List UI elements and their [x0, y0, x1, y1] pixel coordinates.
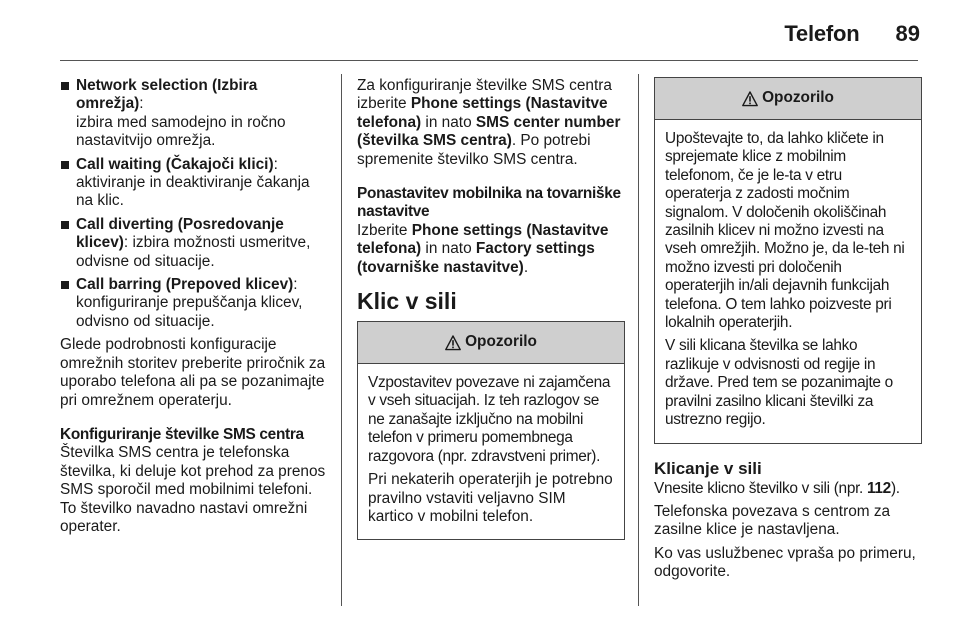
bullet-square-icon [61, 221, 69, 229]
bullet-square-icon [61, 281, 69, 289]
factory-reset-paragraph: Izberite Phone settings (Nastavitve telefona) in nato Factory settings (tovarniške nastavitve). [357, 221, 609, 276]
sms-config-paragraph: Za konfiguriranje številke SMS centra izberite Phone settings (Nastavitve telefona) in nato SMS center number (številka SMS centra). Po potrebi spremenite številko SMS centra. [357, 77, 621, 168]
sms-center-paragraph: Številka SMS centra je telefonska številka, ki deluje kot prehod za prenos SMS sporočil med mobilnimi telefoni. To številko navadno nastavi omrežni operater. [60, 444, 326, 535]
warning-paragraph: Pri nekaterih operaterjih je potrebno pravilno vstaviti veljavno SIM kartico v mobilni telefon. [368, 471, 613, 525]
warning-box [357, 321, 625, 540]
answer-paragraph: Ko vas uslužbenec vpraša po primeru, odgovorite. [654, 544, 916, 581]
network-services-paragraph: Glede podrobnosti konfiguracije omrežnih storitev preberite priročnik za uporabo telefona ali pa se pozanimajte pri omrežnem operaterju. [60, 336, 326, 409]
bullet-square-icon [61, 82, 69, 90]
emergency-call-subheading: Klicanje v sili [654, 458, 762, 478]
connection-paragraph: Telefonska povezava s centrom za zasilne klice je nastavljena. [654, 502, 891, 539]
warning-paragraph: V sili klicana številka se lahko razlikuje v odvisnosti od regije in države. Pred tem se pozanimajte o pravilni zasilno klicani številki za ustrezno regijo. [665, 337, 893, 429]
warning-header [655, 78, 921, 120]
dial-instruction: Vnesite klicno številko v sili (npr. 112). [654, 479, 900, 497]
list-item: Call barring (Prepoved klicev): konfiguriranje prepuščanja klicev, odvisno od situacije. [60, 276, 328, 331]
column-divider-2 [638, 74, 639, 606]
warning-body [655, 120, 921, 443]
sms-center-heading: Konfiguriranje številke SMS centra [60, 425, 304, 443]
column-3 [654, 77, 922, 587]
column-divider-1 [341, 74, 342, 606]
page-title: Telefon [784, 21, 860, 46]
warning-label: Opozorilo [762, 89, 834, 107]
column-1 [60, 77, 328, 541]
list-item: Call diverting (Posredovanje klicev): izbira možnosti usmeritve, odvisne od situacije. [60, 216, 328, 271]
bullet-square-icon [61, 161, 69, 169]
page-number: 89 [895, 21, 920, 46]
section-heading: Klic v sili [357, 288, 457, 315]
column-2 [357, 77, 625, 540]
page-header [784, 14, 920, 54]
list-item: Call waiting (Čakajoči klici): aktiviranje in deaktiviranje čakanja na klic. [60, 156, 328, 211]
warning-paragraph: Upoštevajte to, da lahko kličete in sprejemate klice z mobilnim telefonom, če je le-ta v etru operaterja z zadosti močnim signalom. V določenih okoliščinah zasilnih klicev ni možno izvesti na vseh omrežjih. Možno je, da le-teh ni možno izvesti pri določenih operaterjih in/ali dejavnih funkcijah telefona. O tem lahko poizveste pri lokalnih operaterjih. [665, 130, 905, 332]
warning-box [654, 77, 922, 444]
warning-body [358, 364, 624, 539]
header-divider [60, 60, 918, 61]
warning-header [358, 322, 624, 364]
factory-reset-heading: Ponastavitev mobilnika na tovarniške nastavitve [357, 185, 621, 221]
warning-label: Opozorilo [465, 333, 537, 351]
warning-paragraph: Vzpostavitev povezave ni zajamčena v vseh situacijah. Iz teh razlogov se ne zanašajte izključno na mobilni telefon v primeru pomembnega razgovora (npr. zdravstveni primer). [368, 374, 611, 465]
warning-triangle-icon [742, 91, 758, 107]
warning-triangle-icon [445, 335, 461, 351]
list-item: Network selection (Izbira omrežja): izbira med samodejno in ročno nastavitvijo omrežja. [60, 77, 328, 151]
